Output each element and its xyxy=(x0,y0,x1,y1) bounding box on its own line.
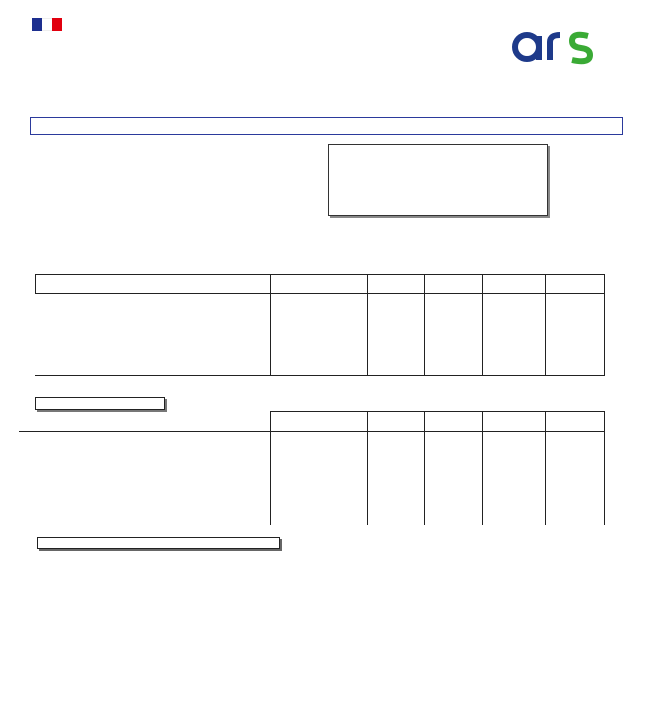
ars-logo xyxy=(510,20,605,75)
recipient-address xyxy=(328,144,548,216)
republique-francaise-logo xyxy=(30,18,125,35)
ars-logo-graphic xyxy=(510,20,605,68)
lab-analysis-table xyxy=(19,411,605,526)
collectivity-banner xyxy=(30,117,623,135)
lab-table-title xyxy=(35,397,165,410)
french-flag-icon xyxy=(32,18,62,31)
conclusion-title xyxy=(37,537,280,549)
field-measurements-table xyxy=(35,274,605,376)
